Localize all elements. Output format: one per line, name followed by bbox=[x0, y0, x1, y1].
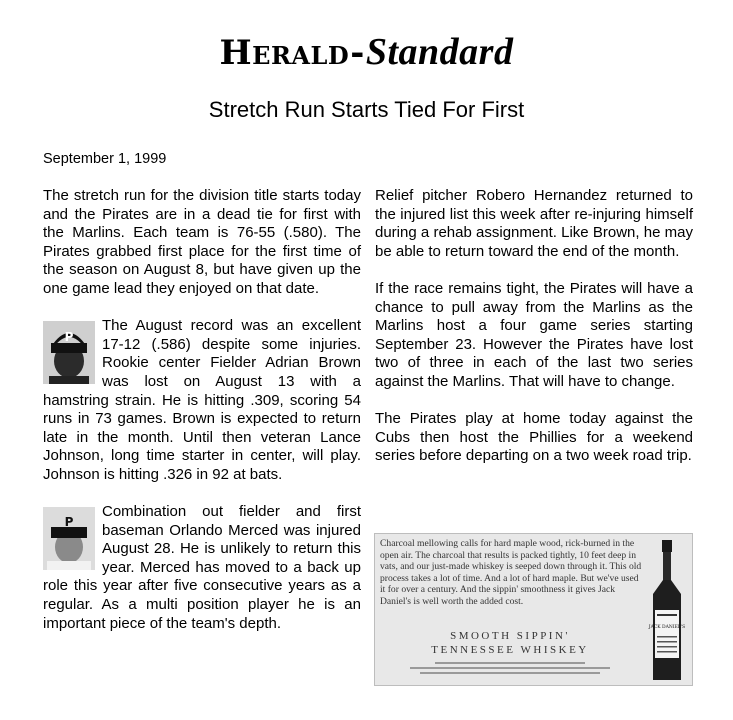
article-paragraph-2 bbox=[43, 317, 361, 484]
whiskey-bottle-icon bbox=[647, 540, 687, 687]
article-paragraph-4: Relief pitcher Robero Hernandez returned to the injured list this week after re-injuring himself during a rehab assignment. Like Brown, he may be able to return toward the end of the month. bbox=[375, 187, 693, 260]
player-photo-merced bbox=[43, 507, 95, 570]
cap-letter-text: P bbox=[64, 330, 74, 345]
article-paragraph-3 bbox=[43, 503, 361, 633]
article-paragraph-5: If the race remains tight, the Pirates will have a chance to pull away from the Marlins as the Marlins host a four game series starting September 23. However the Pirates have lost two of three in each of the last two series against the Marlins. That will have to change. bbox=[375, 279, 693, 390]
ad-copy-text: Charcoal mellowing calls for hard maple wood, rick-burned in the open air. The charcoal that results is packed tightly, 10 feet deep in vats, and our just-made whiskey is seeped down through it. This old process takes a lot of time. And a lot of hard maple. But we've used it for over a century. And the sippin' smoothness it gives Jack Daniel's is well worth the added cost. bbox=[380, 538, 642, 607]
article-paragraph-1: The stretch run for the division title starts today and the Pirates are in a dead tie for first with the Marlins. Each team is 76-55 (.580). The Pirates grabbed first place for the first time of the season on August 8, but have given up the one game lead they enjoyed on that date. bbox=[43, 187, 361, 297]
ad-slogan-line-1: SMOOTH SIPPIN' bbox=[450, 630, 570, 642]
ad-slogan-line-2: TENNESSEE WHISKEY bbox=[431, 644, 589, 656]
headline: Stretch Run Starts Tied For First bbox=[208, 97, 525, 122]
cap-letter-text-2: P bbox=[64, 515, 74, 530]
article-paragraph-2-text: The August record was an excellent 17-12 (.586) despite some injuries. Rookie center Fielder Adrian Brown was lost on August 13 with a hamstring strain. He is hitting .309, scoring 54 runs in 73 games. Brown is expected to return late in the month. Until then veteran Lance Johnson, long time starter in center, will play. Johnson is hitting .326 in 92 at bats. bbox=[43, 317, 361, 483]
ad-fine-print bbox=[400, 662, 620, 682]
dateline: September 1, 1999 bbox=[43, 151, 167, 167]
article-paragraph-3-text: Combination out fielder and first baseman Orlando Merced was injured August 28. He is unlikely to return this year. Merced has moved to a back up role this year after five consecutive years as a regular. As a multi position player he is an important piece of the team's depth. bbox=[43, 503, 361, 632]
masthead bbox=[0, 32, 733, 73]
left-column bbox=[43, 187, 361, 652]
masthead-standard: Standard bbox=[365, 31, 514, 73]
whiskey-advertisement bbox=[374, 533, 693, 686]
masthead-dash: - bbox=[350, 33, 365, 73]
bottle-label-text: JACK DANIEL'S bbox=[648, 625, 686, 630]
right-column bbox=[375, 187, 693, 485]
article-paragraph-6: The Pirates play at home today against the Cubs then host the Phillies for a weekend series before departing on a two week road trip. bbox=[375, 410, 693, 465]
masthead-herald: Herald bbox=[219, 33, 350, 73]
player-photo-brown bbox=[43, 321, 95, 384]
